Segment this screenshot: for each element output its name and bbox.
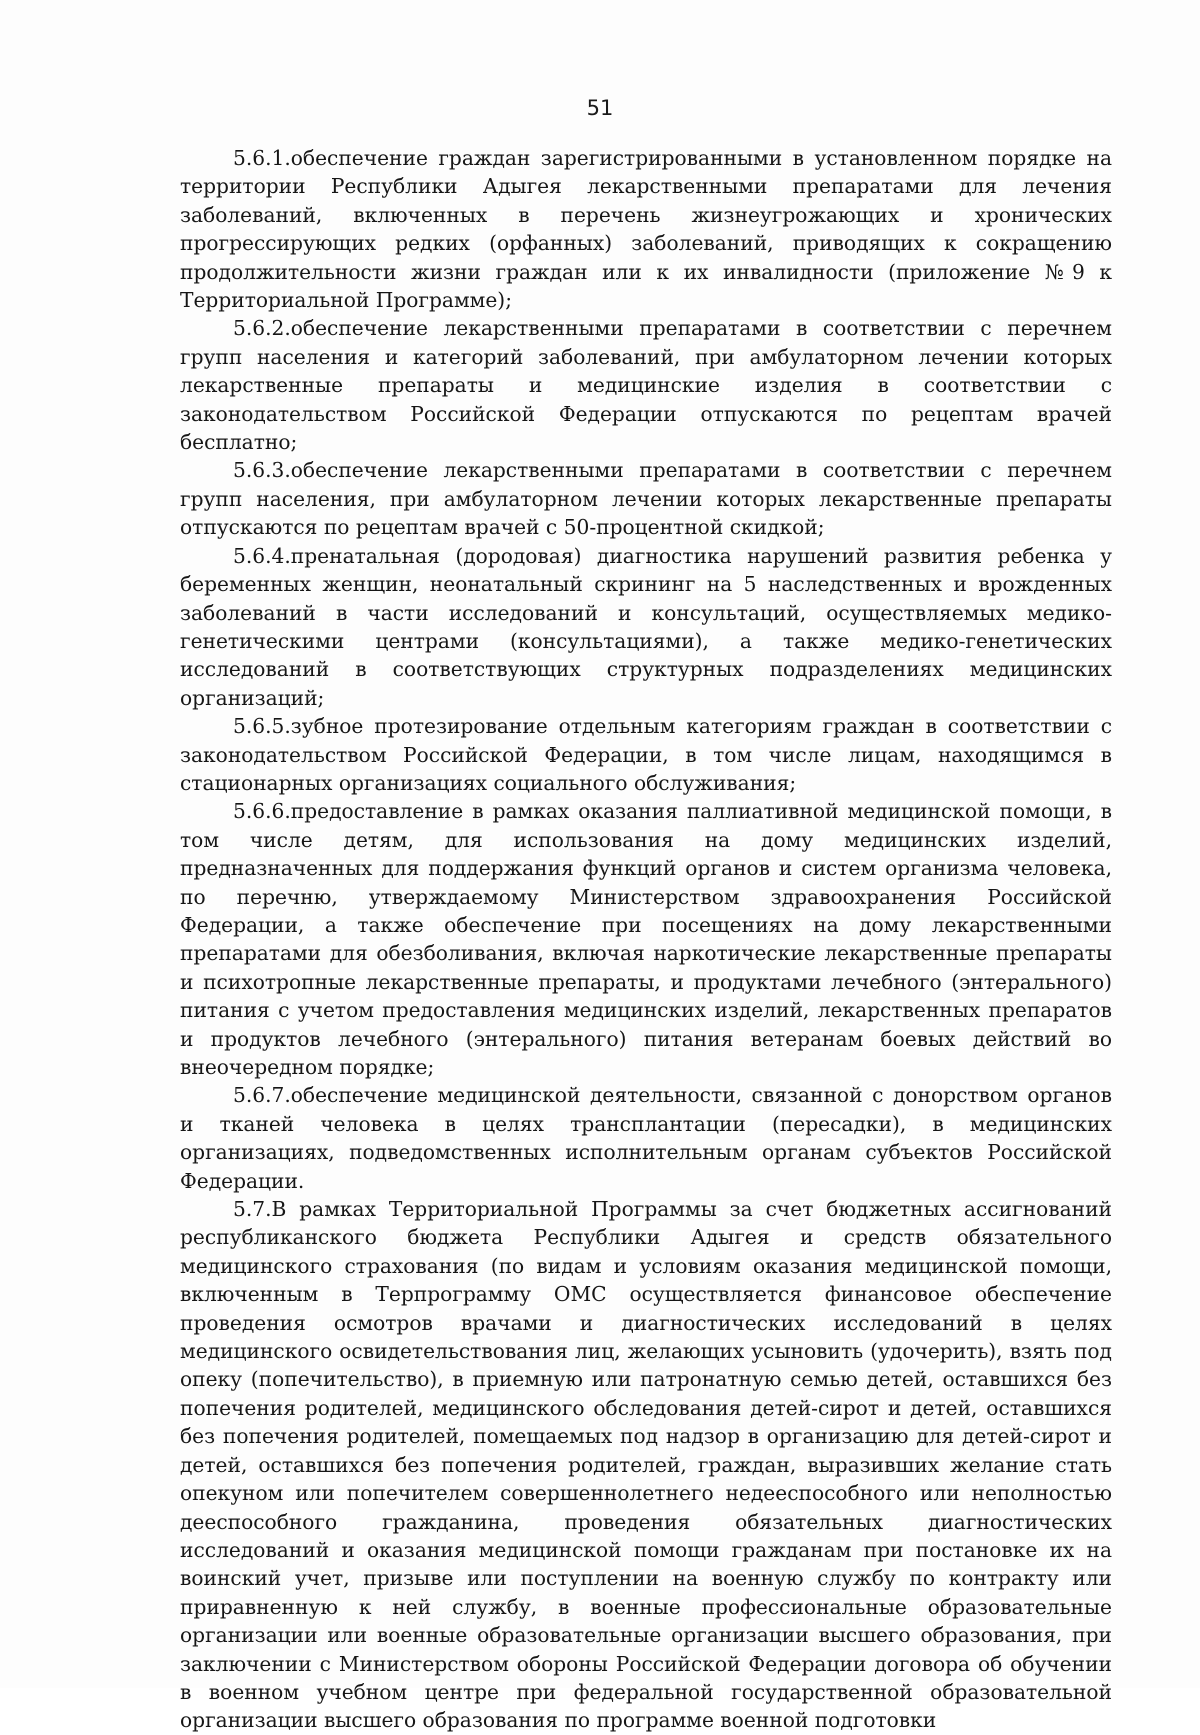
paragraph-5-6-4: 5.6.4.пренатальная (дородовая) диагностика нарушений развития ребенка у беременных женщин, неонатальный скрининг на 5 наследственных и врожденных заболеваний в части исследований и консультаций, осуществляемых медико-генетическими центрами (консультациями), а также медико-генетических исследований в соответствующих структурных подразделениях медицинских организаций;	[180, 543, 1112, 710]
paragraph-5-6-3: 5.6.3.обеспечение лекарственными препаратами в соответствии с перечнем групп населения, при амбулаторном лечении которых лекарственные препараты отпускаются по рецептам врачей с 50-процентной скидкой;	[180, 458, 1112, 540]
paragraph-5-6-2: 5.6.2.обеспечение лекарственными препаратами в соответствии с перечнем групп населения и категорий заболеваний, при амбулаторном лечении которых лекарственные препараты и медицинские изделия в соответствии с законодательством Российской Федерации отпускаются по рецептам врачей бесплатно;	[180, 316, 1112, 455]
paragraph-5-6-5: 5.6.5.зубное протезирование отдельным категориям граждан в соответствии с законодательством Российской Федерации, в том числе лицам, находящимся в стационарных организациях социального обслуживания;	[180, 714, 1112, 795]
paragraph-5-6-1: 5.6.1.обеспечение граждан зарегистрированными в установленном порядке на территории Республики Адыгея лекарственными препаратами для лечения заболеваний, включенных в перечень жизнеугрожающих и хронических прогрессирующих редких (орфанных) заболеваний, приводящих к сокращению продолжительности жизни граждан или к их инвалидности (приложение №9 к Территориальной Программе);	[180, 146, 1112, 313]
paragraph-5-7: 5.7.В рамках Территориальной Программы за счет бюджетных ассигнований республиканского бюджета Республики Адыгея и средств обязательного медицинского страхования (по видам и условиям оказания медицинской помощи, включенным в Терпрограмму ОМС осуществляется финансовое обеспечение проведения осмотров врачами и диагностических исследований в целях медицинского освидетельствования лиц, желающих усыновить (удочерить), взять под опеку (попечительство), в приемную или патронатную семью детей, оставшихся без попечения родителей, медицинского обследования детей-сирот и детей, оставшихся без попечения родителей, помещаемых под надзор в организацию для детей-сирот и детей, оставшихся без попечения родителей, граждан, выразивших желание стать опекуном или попечителем совершеннолетнего недееспособного или неполностью дееспособного гражданина, проведения обязательных диагностических исследований и оказания медицинской помощи гражданам при постановке их на воинский учет, призыве или поступлении на военную службу по контракту или приравненную к ней службу, в военные профессиональные образовательные организации или военные образовательные организации высшего образования, при заключении с Министерством обороны Российской Федерации договора об обучении в военном учебном центре при федеральной государственной образовательной организации высшего образования по программе военной подготовки	[180, 1197, 1112, 1733]
paragraph-5-6-6: 5.6.6.предоставление в рамках оказания паллиативной медицинской помощи, в том числе детям, для использования на дому медицинских изделий, предназначенных для поддержания функций органов и систем организма человека, по перечню, утверждаемому Министерством здравоохранения Российской Федерации, а также обеспечение при посещениях на дому лекарственными препаратами для обезболивания, включая наркотические лекарственные препараты и психотропные лекарственные препараты, и продуктами лечебного (энтерального) питания с учетом предоставления медицинских изделий, лекарственных препаратов и продуктов лечебного (энтерального) питания ветеранам боевых действий во внеочередном порядке;	[180, 799, 1112, 1079]
page-number: 51	[586, 96, 614, 120]
document-body	[180, 144, 1112, 1735]
paragraph-5-6-7: 5.6.7.обеспечение медицинской деятельности, связанной с донорством органов и тканей человека в целях трансплантации (пересадки), в медицинских организациях, подведомственных исполнительным органам субъектов Российской Федерации.	[180, 1083, 1112, 1193]
